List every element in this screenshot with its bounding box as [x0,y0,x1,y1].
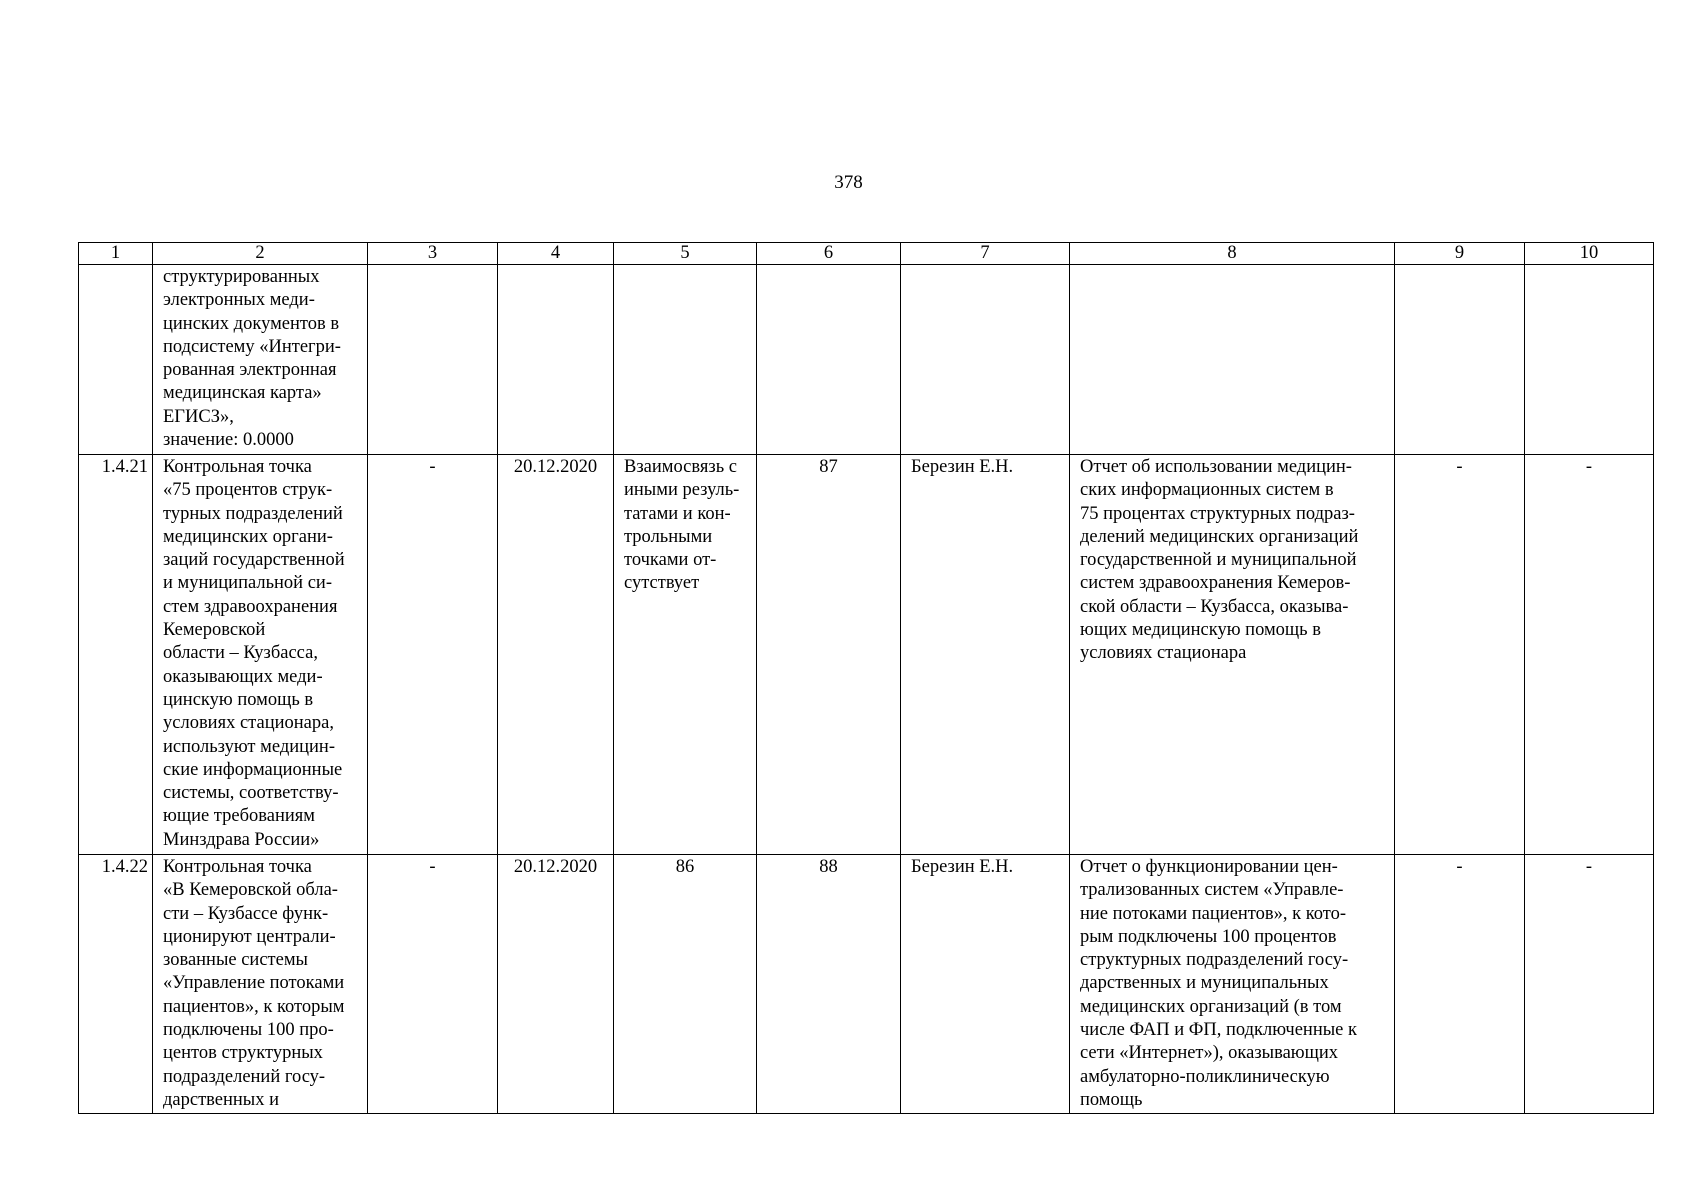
cell-line: цинских документов в [163,313,340,334]
cell-line: ских информационных систем в [1080,480,1334,501]
cell-line: центов структурных [163,1043,323,1064]
table-body [79,265,1654,1114]
event-name-cell [153,265,368,455]
cell-line: ские информационные [163,759,343,780]
cell-line: структурных подразделений госу- [1080,950,1349,971]
row-number-cell: 1.4.21 [79,455,153,855]
cell-line: «75 процентов струк- [163,480,333,501]
column-9-cell: - [1395,455,1525,855]
cell-line: значение: 0.0000 [163,430,294,451]
cell-line: делений медицинских организаций [1080,526,1359,547]
cell-line: медицинская карта» [163,383,322,404]
cell-line: и муниципальной си- [163,573,332,594]
cell-line: Кемеровской [163,620,266,641]
end-date-cell: 20.12.2020 [498,455,614,855]
cell-line: Минздрава России» [163,829,320,850]
cell-line: дарственных и муниципальных [1080,973,1329,994]
header-cell: 4 [498,243,614,265]
row-number-cell [79,265,153,455]
cell-line: трализованных систем «Управле- [1080,880,1344,901]
cell-line: ской области – Кузбасса, оказыва- [1080,596,1349,617]
header-cell: 6 [757,243,901,265]
cell-line: ющие требованиям [163,806,315,827]
result-description-cell [1070,265,1395,455]
cell-line: иными резуль- [624,480,740,501]
cell-line: подключены 100 про- [163,1020,334,1041]
cell-line: ционируют централи- [163,926,336,947]
table-row [79,455,1654,855]
responsible-cell [901,265,1070,455]
successor-cell [757,265,901,455]
header-cell: 7 [901,243,1070,265]
header-cell: 8 [1070,243,1395,265]
header-cell: 3 [368,243,498,265]
responsible-cell: Березин Е.Н. [901,855,1070,1114]
plan-table [78,242,1654,1114]
cell-line: цинскую помощь в [163,689,314,710]
cell-line: числе ФАП и ФП, подключенные к [1080,1020,1357,1041]
cell-line: условиях стационара, [163,713,334,734]
page-number: 378 [834,172,863,193]
cell-line: области – Кузбасса, [163,643,318,664]
cell-line: Отчет о функционировании цен- [1080,857,1338,877]
header-cell: 1 [79,243,153,265]
start-date-cell: - [368,855,498,1114]
column-9-cell [1395,265,1525,455]
cell-line: условиях стационара [1080,643,1247,664]
column-10-cell: - [1525,455,1654,855]
cell-line: стем здравоохранения [163,596,338,617]
cell-line: сти – Кузбассе функ- [163,903,329,924]
cell-line: подсистему «Интегри- [163,336,341,357]
header-cell: 2 [153,243,368,265]
cell-line: Контрольная точка [163,457,312,477]
column-10-cell [1525,265,1654,455]
predecessor-cell [614,265,757,455]
cell-line: оказывающих меди- [163,666,323,687]
cell-line: Отчет об использовании медицин- [1080,457,1352,477]
start-date-cell: - [368,455,498,855]
table-row [79,265,1654,455]
cell-line: дарственных и [163,1089,280,1110]
cell-line: «Управление потоками [163,973,345,994]
table-row [79,855,1654,1114]
cell-line: медицинских органи- [163,526,333,547]
event-name-cell [153,855,368,1114]
row-number-cell: 1.4.22 [79,855,153,1114]
cell-line: амбулаторно-поликлиническую [1080,1066,1330,1087]
cell-line: структурированных [163,267,320,287]
cell-line: помощь [1080,1089,1143,1110]
cell-line: трольными [624,526,713,547]
cell-line: государственной и муниципальной [1080,550,1357,571]
event-name-cell [153,455,368,855]
header-cell: 10 [1525,243,1654,265]
cell-line: системы, соответству- [163,783,339,804]
responsible-cell: Березин Е.Н. [901,455,1070,855]
column-9-cell: - [1395,855,1525,1114]
column-10-cell: - [1525,855,1654,1114]
cell-line: сети «Интернет»), оказывающих [1080,1043,1338,1064]
cell-line: турных подразделений [163,503,343,524]
cell-line: Взаимосвязь с [624,457,737,477]
cell-line: заций государственной [163,550,345,571]
cell-line: 86 [675,857,695,877]
end-date-cell: 20.12.2020 [498,855,614,1114]
start-date-cell [368,265,498,455]
cell-line: ние потоками пациентов», к кото- [1080,903,1347,924]
cell-line: точками от- [624,550,717,571]
cell-line: медицинских организаций (в том [1080,996,1342,1017]
cell-line: используют медицин- [163,736,335,757]
cell-line: «В Кемеровской обла- [163,880,338,901]
cell-line: 75 процентах структурных подраз- [1080,503,1355,524]
header-cell: 5 [614,243,757,265]
cell-line: пациентов», к которым [163,996,345,1017]
cell-line: татами и кон- [624,503,731,524]
successor-cell: 87 [757,455,901,855]
cell-line: рованная электронная [163,360,337,381]
cell-line: Контрольная точка [163,857,312,877]
end-date-cell [498,265,614,455]
result-description-cell [1070,855,1395,1114]
successor-cell: 88 [757,855,901,1114]
cell-line: рым подключены 100 процентов [1080,926,1337,947]
cell-line: ющих медицинскую помощь в [1080,620,1321,641]
cell-line: систем здравоохранения Кемеров- [1080,573,1351,594]
cell-line: ЕГИСЗ», [163,406,234,427]
header-cell: 9 [1395,243,1525,265]
predecessor-cell [614,855,757,1114]
result-description-cell [1070,455,1395,855]
table-header-row [79,243,1654,265]
cell-line: зованные системы [163,950,308,971]
predecessor-cell [614,455,757,855]
cell-line: сутствует [624,573,700,594]
cell-line: подразделений госу- [163,1066,326,1087]
cell-line: электронных меди- [163,290,315,311]
